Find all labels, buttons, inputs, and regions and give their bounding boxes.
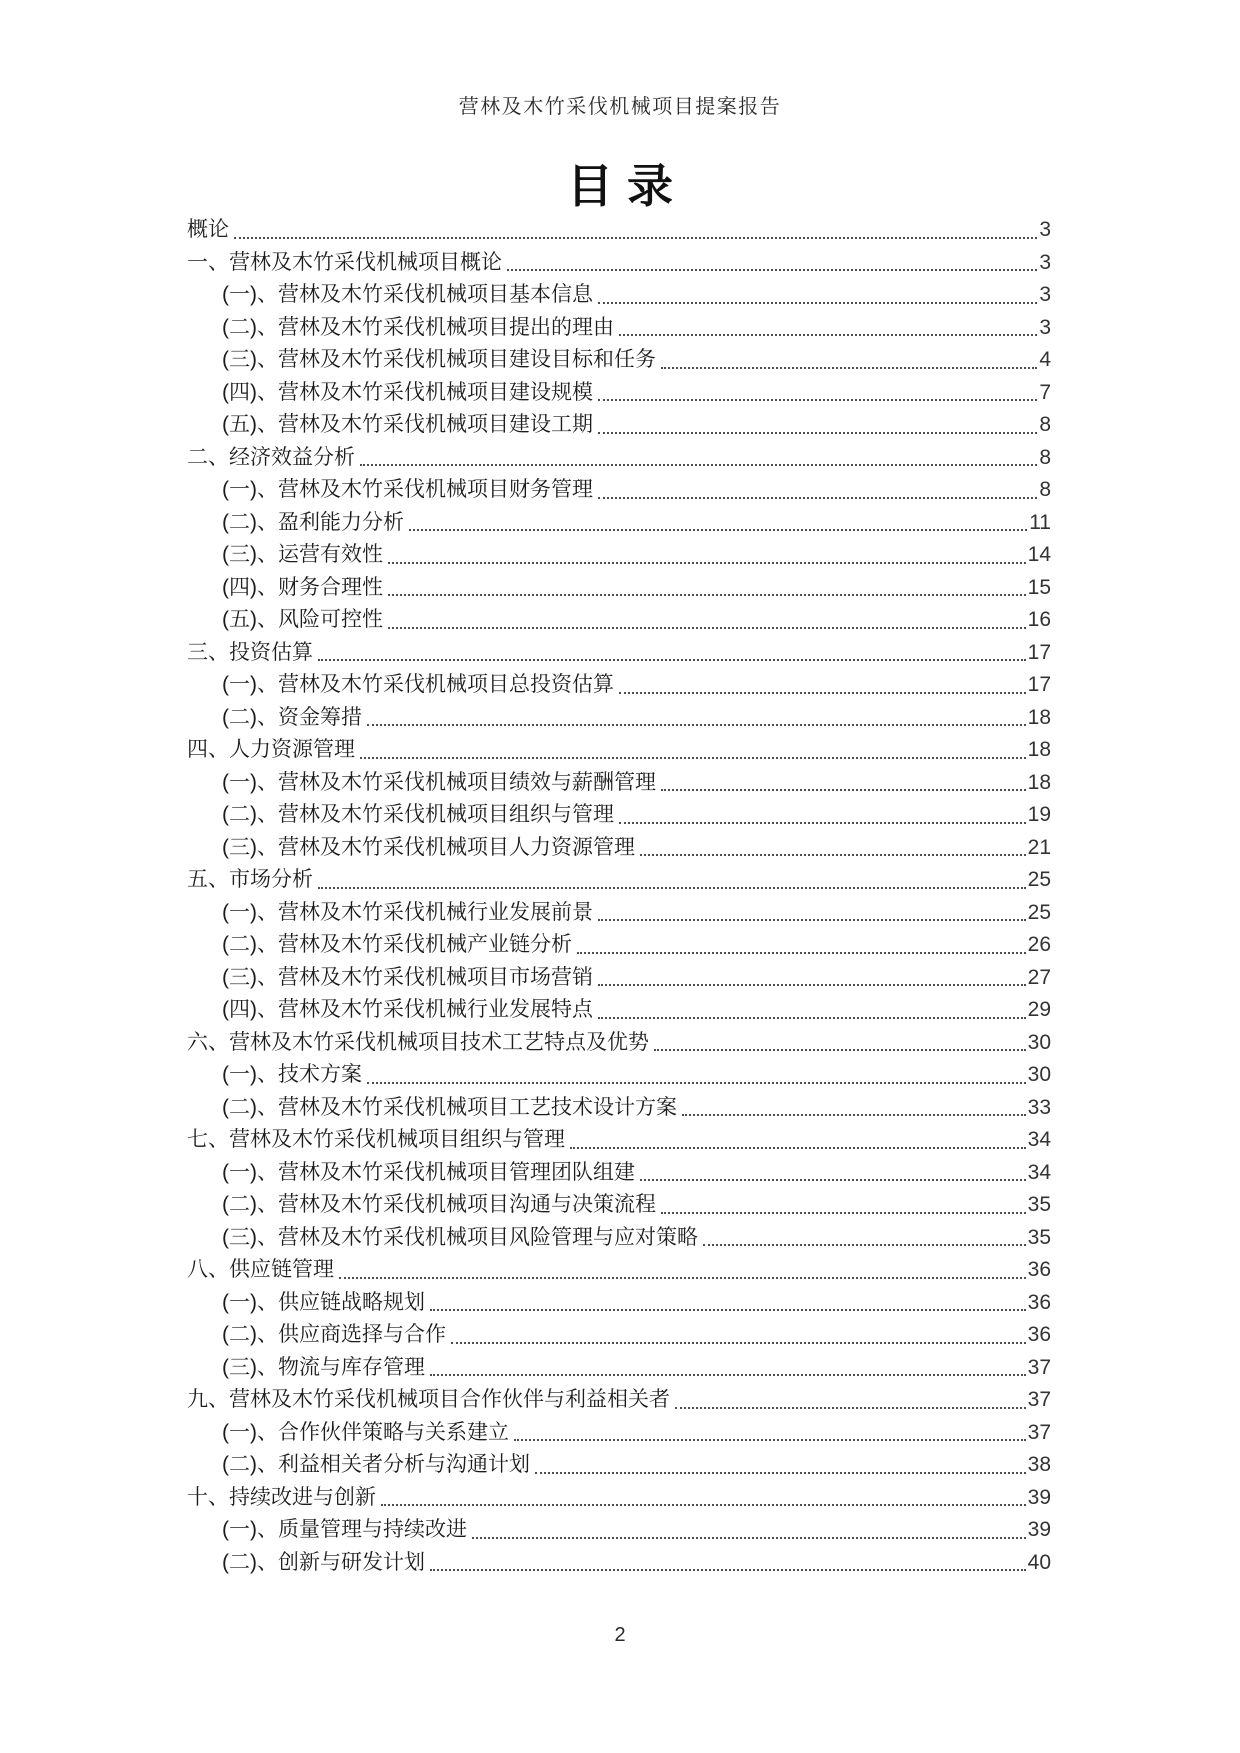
toc-entry[interactable] (187, 734, 1051, 767)
toc-entry-page: 3 (1039, 315, 1051, 339)
toc-entry-page: 35 (1027, 1225, 1051, 1249)
toc-dot-leader (661, 789, 1026, 791)
toc-dot-leader (619, 692, 1026, 694)
toc-entry-label: (三)、运营有效性 (222, 543, 383, 566)
toc-dot-leader (535, 1472, 1026, 1474)
toc-dot-leader (381, 1504, 1026, 1506)
toc-dot-leader (619, 822, 1026, 824)
toc-entry-page: 36 (1027, 1258, 1051, 1281)
toc-entry-label: (二)、营林及木竹采伐机械项目提出的理由 (222, 315, 614, 339)
toc-entry[interactable] (187, 279, 1051, 312)
toc-entry[interactable] (187, 604, 1051, 637)
toc-dot-leader (451, 1342, 1026, 1344)
toc-entry-label: 八、供应链管理 (187, 1258, 334, 1281)
toc-entry[interactable] (187, 1059, 1051, 1092)
toc-entry-page: 37 (1027, 1420, 1051, 1444)
toc-dot-leader (640, 854, 1026, 856)
toc-entry-page: 3 (1039, 218, 1051, 241)
toc-entry[interactable] (187, 572, 1051, 605)
toc-entry-page: 34 (1027, 1128, 1051, 1151)
toc-entry-label: (二)、资金筹措 (222, 705, 362, 729)
toc-entry-label: (一)、供应链战略规划 (222, 1290, 425, 1314)
toc-dot-leader (360, 464, 1037, 466)
toc-list (187, 214, 1051, 1579)
toc-entry-page: 30 (1027, 1030, 1051, 1054)
toc-entry[interactable] (187, 377, 1051, 410)
toc-entry-page: 30 (1027, 1063, 1051, 1086)
toc-entry-page: 11 (1029, 510, 1051, 534)
toc-entry[interactable] (187, 1384, 1051, 1417)
toc-entry[interactable] (187, 1417, 1051, 1450)
toc-entry-page: 36 (1027, 1323, 1051, 1346)
toc-entry-label: (一)、质量管理与持续改进 (222, 1518, 467, 1541)
toc-entry-label: (二)、营林及木竹采伐机械项目组织与管理 (222, 803, 614, 826)
toc-dot-leader (577, 952, 1026, 954)
toc-entry-label: (三)、营林及木竹采伐机械项目人力资源管理 (222, 835, 635, 859)
toc-entry-label: (三)、营林及木竹采伐机械项目市场营销 (222, 965, 593, 989)
toc-entry-label: 三、投资估算 (187, 640, 313, 664)
toc-dot-leader (388, 627, 1026, 629)
toc-entry-page: 29 (1027, 998, 1051, 1021)
toc-entry-page: 35 (1027, 1193, 1051, 1216)
toc-entry-page: 39 (1027, 1518, 1051, 1541)
toc-entry[interactable] (187, 767, 1051, 800)
toc-dot-leader (598, 432, 1037, 434)
toc-dot-leader (388, 594, 1026, 596)
toc-entry-label: (一)、合作伙伴策略与关系建立 (222, 1420, 509, 1444)
toc-entry-label: (二)、营林及木竹采伐机械项目工艺技术设计方案 (222, 1095, 677, 1119)
toc-entry-page: 3 (1039, 283, 1051, 306)
toc-dot-leader (318, 887, 1026, 889)
toc-entry[interactable] (187, 1287, 1051, 1320)
toc-entry-page: 36 (1027, 1290, 1051, 1314)
toc-entry[interactable] (187, 539, 1051, 572)
toc-entry-page: 18 (1027, 705, 1051, 729)
toc-entry[interactable] (187, 1514, 1051, 1547)
toc-dot-leader (598, 497, 1037, 499)
toc-entry-page: 8 (1039, 478, 1051, 501)
toc-entry[interactable] (187, 1352, 1051, 1385)
toc-entry-page: 4 (1039, 348, 1051, 371)
toc-entry-page: 40 (1027, 1550, 1051, 1574)
toc-entry-label: 五、市场分析 (187, 868, 313, 891)
toc-entry[interactable] (187, 1189, 1051, 1222)
toc-entry-label: (二)、营林及木竹采伐机械产业链分析 (222, 933, 572, 956)
toc-entry-label: 概论 (187, 218, 229, 241)
toc-entry-page: 26 (1027, 933, 1051, 956)
toc-entry-page: 14 (1027, 543, 1051, 566)
toc-entry-page: 27 (1027, 965, 1051, 989)
toc-entry-label: (三)、物流与库存管理 (222, 1355, 425, 1379)
toc-entry[interactable] (187, 409, 1051, 442)
toc-entry-page: 16 (1027, 608, 1051, 631)
toc-entry[interactable] (187, 247, 1051, 280)
toc-entry[interactable] (187, 669, 1051, 702)
toc-entry-label: 七、营林及木竹采伐机械项目组织与管理 (187, 1128, 565, 1151)
toc-entry-page: 25 (1027, 868, 1051, 891)
toc-dot-leader (430, 1309, 1026, 1311)
toc-dot-leader (367, 1082, 1026, 1084)
toc-entry-page: 34 (1027, 1160, 1051, 1184)
toc-entry[interactable] (187, 1254, 1051, 1287)
toc-dot-leader (703, 1244, 1026, 1246)
toc-entry[interactable] (187, 1547, 1051, 1580)
page-number: 2 (614, 1624, 626, 1646)
toc-entry[interactable] (187, 929, 1051, 962)
toc-entry-label: (二)、供应商选择与合作 (222, 1323, 446, 1346)
toc-entry-label: 二、经济效益分析 (187, 445, 355, 469)
toc-title: 目录 (567, 161, 687, 212)
toc-entry-page: 18 (1027, 738, 1051, 761)
toc-entry-page: 37 (1027, 1355, 1051, 1379)
toc-entry-page: 25 (1027, 900, 1051, 924)
toc-entry[interactable] (187, 962, 1051, 995)
toc-dot-leader (682, 1114, 1026, 1116)
toc-dot-leader (598, 919, 1026, 921)
toc-entry-label: (四)、营林及木竹采伐机械行业发展特点 (222, 998, 593, 1021)
toc-entry[interactable] (187, 832, 1051, 865)
toc-entry[interactable] (187, 442, 1051, 475)
toc-entry-page: 38 (1027, 1453, 1051, 1476)
toc-entry-label: (三)、营林及木竹采伐机械项目建设目标和任务 (222, 348, 656, 371)
toc-dot-leader (598, 1017, 1026, 1019)
toc-entry[interactable] (187, 312, 1051, 345)
toc-dot-leader (661, 367, 1037, 369)
toc-dot-leader (367, 724, 1026, 726)
toc-entry-label: (五)、营林及木竹采伐机械项目建设工期 (222, 413, 593, 436)
toc-entry-label: (二)、营林及木竹采伐机械项目沟通与决策流程 (222, 1193, 656, 1216)
toc-entry[interactable] (187, 702, 1051, 735)
toc-dot-leader (675, 1407, 1026, 1409)
toc-entry-label: (一)、营林及木竹采伐机械项目管理团队组建 (222, 1160, 635, 1184)
toc-entry[interactable] (187, 1222, 1051, 1255)
toc-entry-label: 十、持续改进与创新 (187, 1485, 376, 1509)
toc-entry-label: (四)、财务合理性 (222, 575, 383, 599)
toc-entry-label: (一)、营林及木竹采伐机械项目总投资估算 (222, 673, 614, 696)
toc-dot-leader (514, 1439, 1026, 1441)
toc-entry-label: 一、营林及木竹采伐机械项目概论 (187, 250, 502, 274)
document-header-title: 营林及木竹采伐机械项目提案报告 (458, 96, 782, 118)
toc-entry-page: 19 (1027, 803, 1051, 826)
toc-entry[interactable] (187, 507, 1051, 540)
toc-entry-label: 九、营林及木竹采伐机械项目合作伙伴与利益相关者 (187, 1388, 670, 1411)
toc-dot-leader (318, 659, 1026, 661)
toc-dot-leader (598, 984, 1026, 986)
toc-entry-page: 17 (1027, 640, 1051, 664)
toc-entry[interactable] (187, 1319, 1051, 1352)
toc-entry-page: 15 (1027, 575, 1051, 599)
toc-entry-page: 18 (1027, 770, 1051, 794)
toc-dot-leader (661, 1212, 1026, 1214)
toc-entry-label: (三)、营林及木竹采伐机械项目风险管理与应对策略 (222, 1225, 698, 1249)
toc-entry[interactable] (187, 1482, 1051, 1515)
toc-dot-leader (619, 334, 1037, 336)
toc-entry[interactable] (187, 637, 1051, 670)
toc-dot-leader (640, 1179, 1026, 1181)
toc-entry-label: (一)、营林及木竹采伐机械项目绩效与薪酬管理 (222, 770, 656, 794)
toc-entry-page: 39 (1027, 1485, 1051, 1509)
toc-entry-label: (二)、创新与研发计划 (222, 1550, 425, 1574)
toc-entry-page: 3 (1039, 250, 1051, 274)
toc-dot-leader (409, 529, 1027, 531)
toc-entry-label: 六、营林及木竹采伐机械项目技术工艺特点及优势 (187, 1030, 649, 1054)
toc-entry-page: 8 (1039, 445, 1051, 469)
toc-entry-label: (五)、风险可控性 (222, 608, 383, 631)
toc-dot-leader (570, 1147, 1026, 1149)
toc-dot-leader (507, 269, 1037, 271)
toc-entry[interactable] (187, 1092, 1051, 1125)
toc-entry-page: 17 (1027, 673, 1051, 696)
toc-dot-leader (430, 1374, 1026, 1376)
toc-entry-label: (二)、利益相关者分析与沟通计划 (222, 1453, 530, 1476)
toc-entry[interactable] (187, 799, 1051, 832)
toc-entry-label: (二)、盈利能力分析 (222, 510, 404, 534)
toc-entry-page: 7 (1039, 380, 1051, 404)
toc-entry-label: (一)、营林及木竹采伐机械项目财务管理 (222, 478, 593, 501)
toc-dot-leader (388, 562, 1026, 564)
toc-dot-leader (654, 1049, 1026, 1051)
toc-entry[interactable] (187, 214, 1051, 247)
toc-entry-page: 33 (1027, 1095, 1051, 1119)
toc-entry-label: (一)、技术方案 (222, 1063, 362, 1086)
toc-dot-leader (430, 1569, 1026, 1571)
toc-dot-leader (339, 1277, 1026, 1279)
toc-entry-label: (一)、营林及木竹采伐机械行业发展前景 (222, 900, 593, 924)
toc-dot-leader (598, 399, 1037, 401)
toc-entry-label: (一)、营林及木竹采伐机械项目基本信息 (222, 283, 593, 306)
toc-entry[interactable] (187, 1157, 1051, 1190)
toc-dot-leader (234, 237, 1037, 239)
toc-entry[interactable] (187, 344, 1051, 377)
toc-entry[interactable] (187, 1027, 1051, 1060)
toc-entry-page: 37 (1027, 1388, 1051, 1411)
toc-dot-leader (472, 1537, 1026, 1539)
toc-entry[interactable] (187, 1124, 1051, 1157)
toc-entry[interactable] (187, 897, 1051, 930)
toc-entry[interactable] (187, 1449, 1051, 1482)
toc-entry-page: 8 (1039, 413, 1051, 436)
toc-entry-label: (四)、营林及木竹采伐机械项目建设规模 (222, 380, 593, 404)
toc-entry[interactable] (187, 474, 1051, 507)
toc-entry[interactable] (187, 864, 1051, 897)
toc-entry[interactable] (187, 994, 1051, 1027)
toc-dot-leader (360, 757, 1026, 759)
toc-dot-leader (598, 302, 1037, 304)
toc-entry-page: 21 (1027, 835, 1051, 859)
toc-entry-label: 四、人力资源管理 (187, 738, 355, 761)
